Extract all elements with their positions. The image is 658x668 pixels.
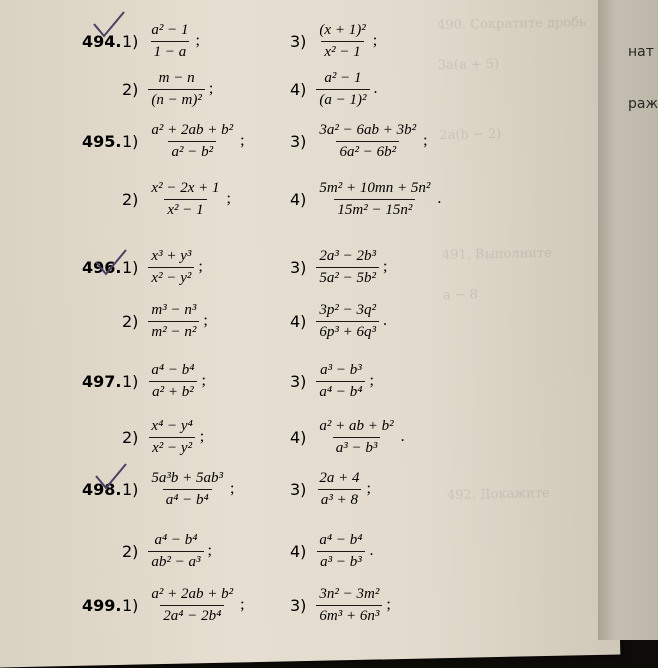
punctuation: . <box>383 312 388 329</box>
denominator: a³ + 8 <box>318 489 361 509</box>
fraction <box>148 302 199 340</box>
punctuation: . <box>400 428 405 445</box>
punctuation: ; <box>203 312 208 329</box>
numerator: m³ − n³ <box>151 302 197 318</box>
exercise-item <box>122 586 245 624</box>
exercise-label: 1) <box>122 257 139 277</box>
exercise-label: 3) <box>290 31 307 51</box>
exercise-item <box>122 470 235 508</box>
punctuation: ; <box>240 132 245 149</box>
fraction <box>316 418 396 456</box>
exercise-item <box>290 532 373 570</box>
fraction <box>148 180 222 218</box>
fraction <box>316 532 365 570</box>
exercise-label: 3) <box>290 131 307 151</box>
punctuation: ; <box>230 480 235 497</box>
exercise-item <box>122 532 212 570</box>
numerator: a³ − b³ <box>320 362 362 378</box>
fraction <box>148 70 204 108</box>
exercise-label: 1) <box>122 31 139 51</box>
punctuation: . <box>437 190 442 207</box>
denominator: 1 − a <box>151 41 190 61</box>
denominator: 6a² − 6b² <box>336 141 399 161</box>
exercise-item <box>290 470 371 508</box>
denominator: x² − 1 <box>321 41 363 61</box>
denominator: x² − y² <box>148 267 194 287</box>
exercise-label: 3) <box>290 257 307 277</box>
punctuation: ; <box>195 32 200 49</box>
exercise-item <box>290 248 388 286</box>
exercise-label: 1) <box>122 479 139 499</box>
numerator: x³ + y³ <box>151 248 192 264</box>
fraction <box>148 470 226 508</box>
exercise-item <box>122 362 206 400</box>
exercise-item <box>122 122 245 160</box>
punctuation: . <box>373 80 378 97</box>
fraction <box>316 302 379 340</box>
numerator: m − n <box>158 70 195 86</box>
denominator: (n − m)² <box>148 89 204 109</box>
right-page-text-top: нат <box>628 44 654 60</box>
exercise-item <box>122 180 231 218</box>
numerator: a⁴ − b⁴ <box>151 362 195 378</box>
fraction <box>316 70 369 108</box>
denominator: a⁴ − b⁴ <box>163 489 212 509</box>
exercise-label: 4) <box>290 427 307 447</box>
numerator: x² − 2x + 1 <box>151 180 220 196</box>
exercise-label: 3) <box>290 371 307 391</box>
denominator: a³ − b³ <box>333 437 381 457</box>
checkmark-icon <box>94 248 128 278</box>
numerator: a⁴ − b⁴ <box>319 532 363 548</box>
punctuation: ; <box>366 480 371 497</box>
fraction <box>316 470 362 508</box>
punctuation: ; <box>198 258 203 275</box>
punctuation: ; <box>207 542 212 559</box>
denominator: a² + b² <box>149 381 197 401</box>
numerator: (x + 1)² <box>319 22 366 38</box>
punctuation: ; <box>226 190 231 207</box>
exercise-label: 3) <box>290 479 307 499</box>
punctuation: ; <box>208 80 214 97</box>
denominator: (a − 1)² <box>316 89 369 109</box>
punctuation: ; <box>383 258 388 275</box>
exercise-item <box>290 122 428 160</box>
exercise-label: 4) <box>290 541 307 561</box>
exercise-label: 2) <box>122 541 139 561</box>
numerator: a² + 2ab + b² <box>151 122 234 138</box>
denominator: x² − y² <box>149 437 195 457</box>
punctuation: ; <box>240 596 245 613</box>
problem-number: 495. <box>82 132 122 151</box>
numerator: 2a³ − 2b³ <box>319 248 377 264</box>
checkmark-icon <box>94 462 128 492</box>
problem-number: 497. <box>82 372 122 391</box>
fraction <box>148 22 191 60</box>
denominator: m² − n² <box>148 321 199 341</box>
checkmark-icon <box>92 10 126 40</box>
numerator: 5a³b + 5ab³ <box>151 470 224 486</box>
textbook-page: 490. Сократите дробь 3a(a + 5) 2a(b − 2) 491. Выполните a − 8 492. Докажите <box>0 0 620 668</box>
fraction <box>148 586 236 624</box>
exercise-item <box>122 248 203 286</box>
exercise-label: 4) <box>290 189 307 209</box>
fraction <box>148 122 236 160</box>
fraction <box>316 180 433 218</box>
problem-number: 499. <box>82 596 122 615</box>
fraction <box>148 248 194 286</box>
numerator: x⁴ − y⁴ <box>151 418 193 434</box>
exercise-item <box>290 70 378 108</box>
punctuation: ; <box>372 32 378 49</box>
exercise-label: 2) <box>122 427 139 447</box>
punctuation: . <box>369 542 374 559</box>
fraction <box>316 122 419 160</box>
punctuation: ; <box>199 428 205 445</box>
denominator: 2a⁴ − 2b⁴ <box>160 605 224 625</box>
exercise-label: 4) <box>290 79 307 99</box>
numerator: a² + 2ab + b² <box>151 586 234 602</box>
problem-number: 496. <box>82 258 122 277</box>
denominator: ab² − a³ <box>148 551 203 571</box>
fraction <box>316 22 368 60</box>
right-page-edge <box>598 0 658 640</box>
denominator: a⁴ − b⁴ <box>316 381 365 401</box>
denominator: x² − 1 <box>164 199 206 219</box>
fraction <box>316 362 365 400</box>
exercise-item <box>290 22 377 60</box>
fraction <box>148 362 197 400</box>
exercise-label: 1) <box>122 371 139 391</box>
exercise-label: 3) <box>290 595 307 615</box>
punctuation: ; <box>201 372 206 389</box>
numerator: a² − 1 <box>324 70 362 86</box>
fraction <box>316 586 382 624</box>
numerator: 5m² + 10mn + 5n² <box>319 180 431 196</box>
numerator: 3a² − 6ab + 3b² <box>319 122 417 138</box>
exercise-item <box>290 362 374 400</box>
exercise-label: 2) <box>122 79 139 99</box>
denominator: 5a² − 5b² <box>316 267 379 287</box>
denominator: 6p³ + 6q³ <box>316 321 379 341</box>
numerator: a² + ab + b² <box>319 418 394 434</box>
problem-number: 494. <box>82 32 122 51</box>
numerator: 3n² − 3m² <box>319 586 380 602</box>
exercise-label: 4) <box>290 311 307 331</box>
exercise-item <box>122 418 204 456</box>
fraction <box>316 248 379 286</box>
exercise-label: 2) <box>122 189 139 209</box>
exercise-item <box>290 418 405 456</box>
exercise-item <box>122 302 208 340</box>
exercise-item <box>122 22 200 60</box>
exercise-item <box>122 70 213 108</box>
exercise-label: 1) <box>122 131 139 151</box>
denominator: 6m³ + 6n³ <box>316 605 382 625</box>
fraction <box>148 418 195 456</box>
denominator: 15m² − 15n² <box>334 199 415 219</box>
punctuation: ; <box>386 596 391 613</box>
denominator: a² − b² <box>168 141 216 161</box>
exercise-label: 1) <box>122 595 139 615</box>
punctuation: ; <box>423 132 428 149</box>
exercise-item <box>290 180 441 218</box>
numerator: a⁴ − b⁴ <box>154 532 198 548</box>
problem-number: 498. <box>82 480 122 499</box>
exercise-item <box>290 586 391 624</box>
exercise-label: 2) <box>122 311 139 331</box>
right-page-text-mid: раж <box>628 96 658 112</box>
numerator: 2a + 4 <box>319 470 360 486</box>
fraction <box>148 532 203 570</box>
exercise-item <box>290 302 387 340</box>
numerator: a² − 1 <box>151 22 189 38</box>
punctuation: ; <box>369 372 374 389</box>
numerator: 3p² − 3q² <box>319 302 377 318</box>
denominator: a³ − b³ <box>317 551 365 571</box>
